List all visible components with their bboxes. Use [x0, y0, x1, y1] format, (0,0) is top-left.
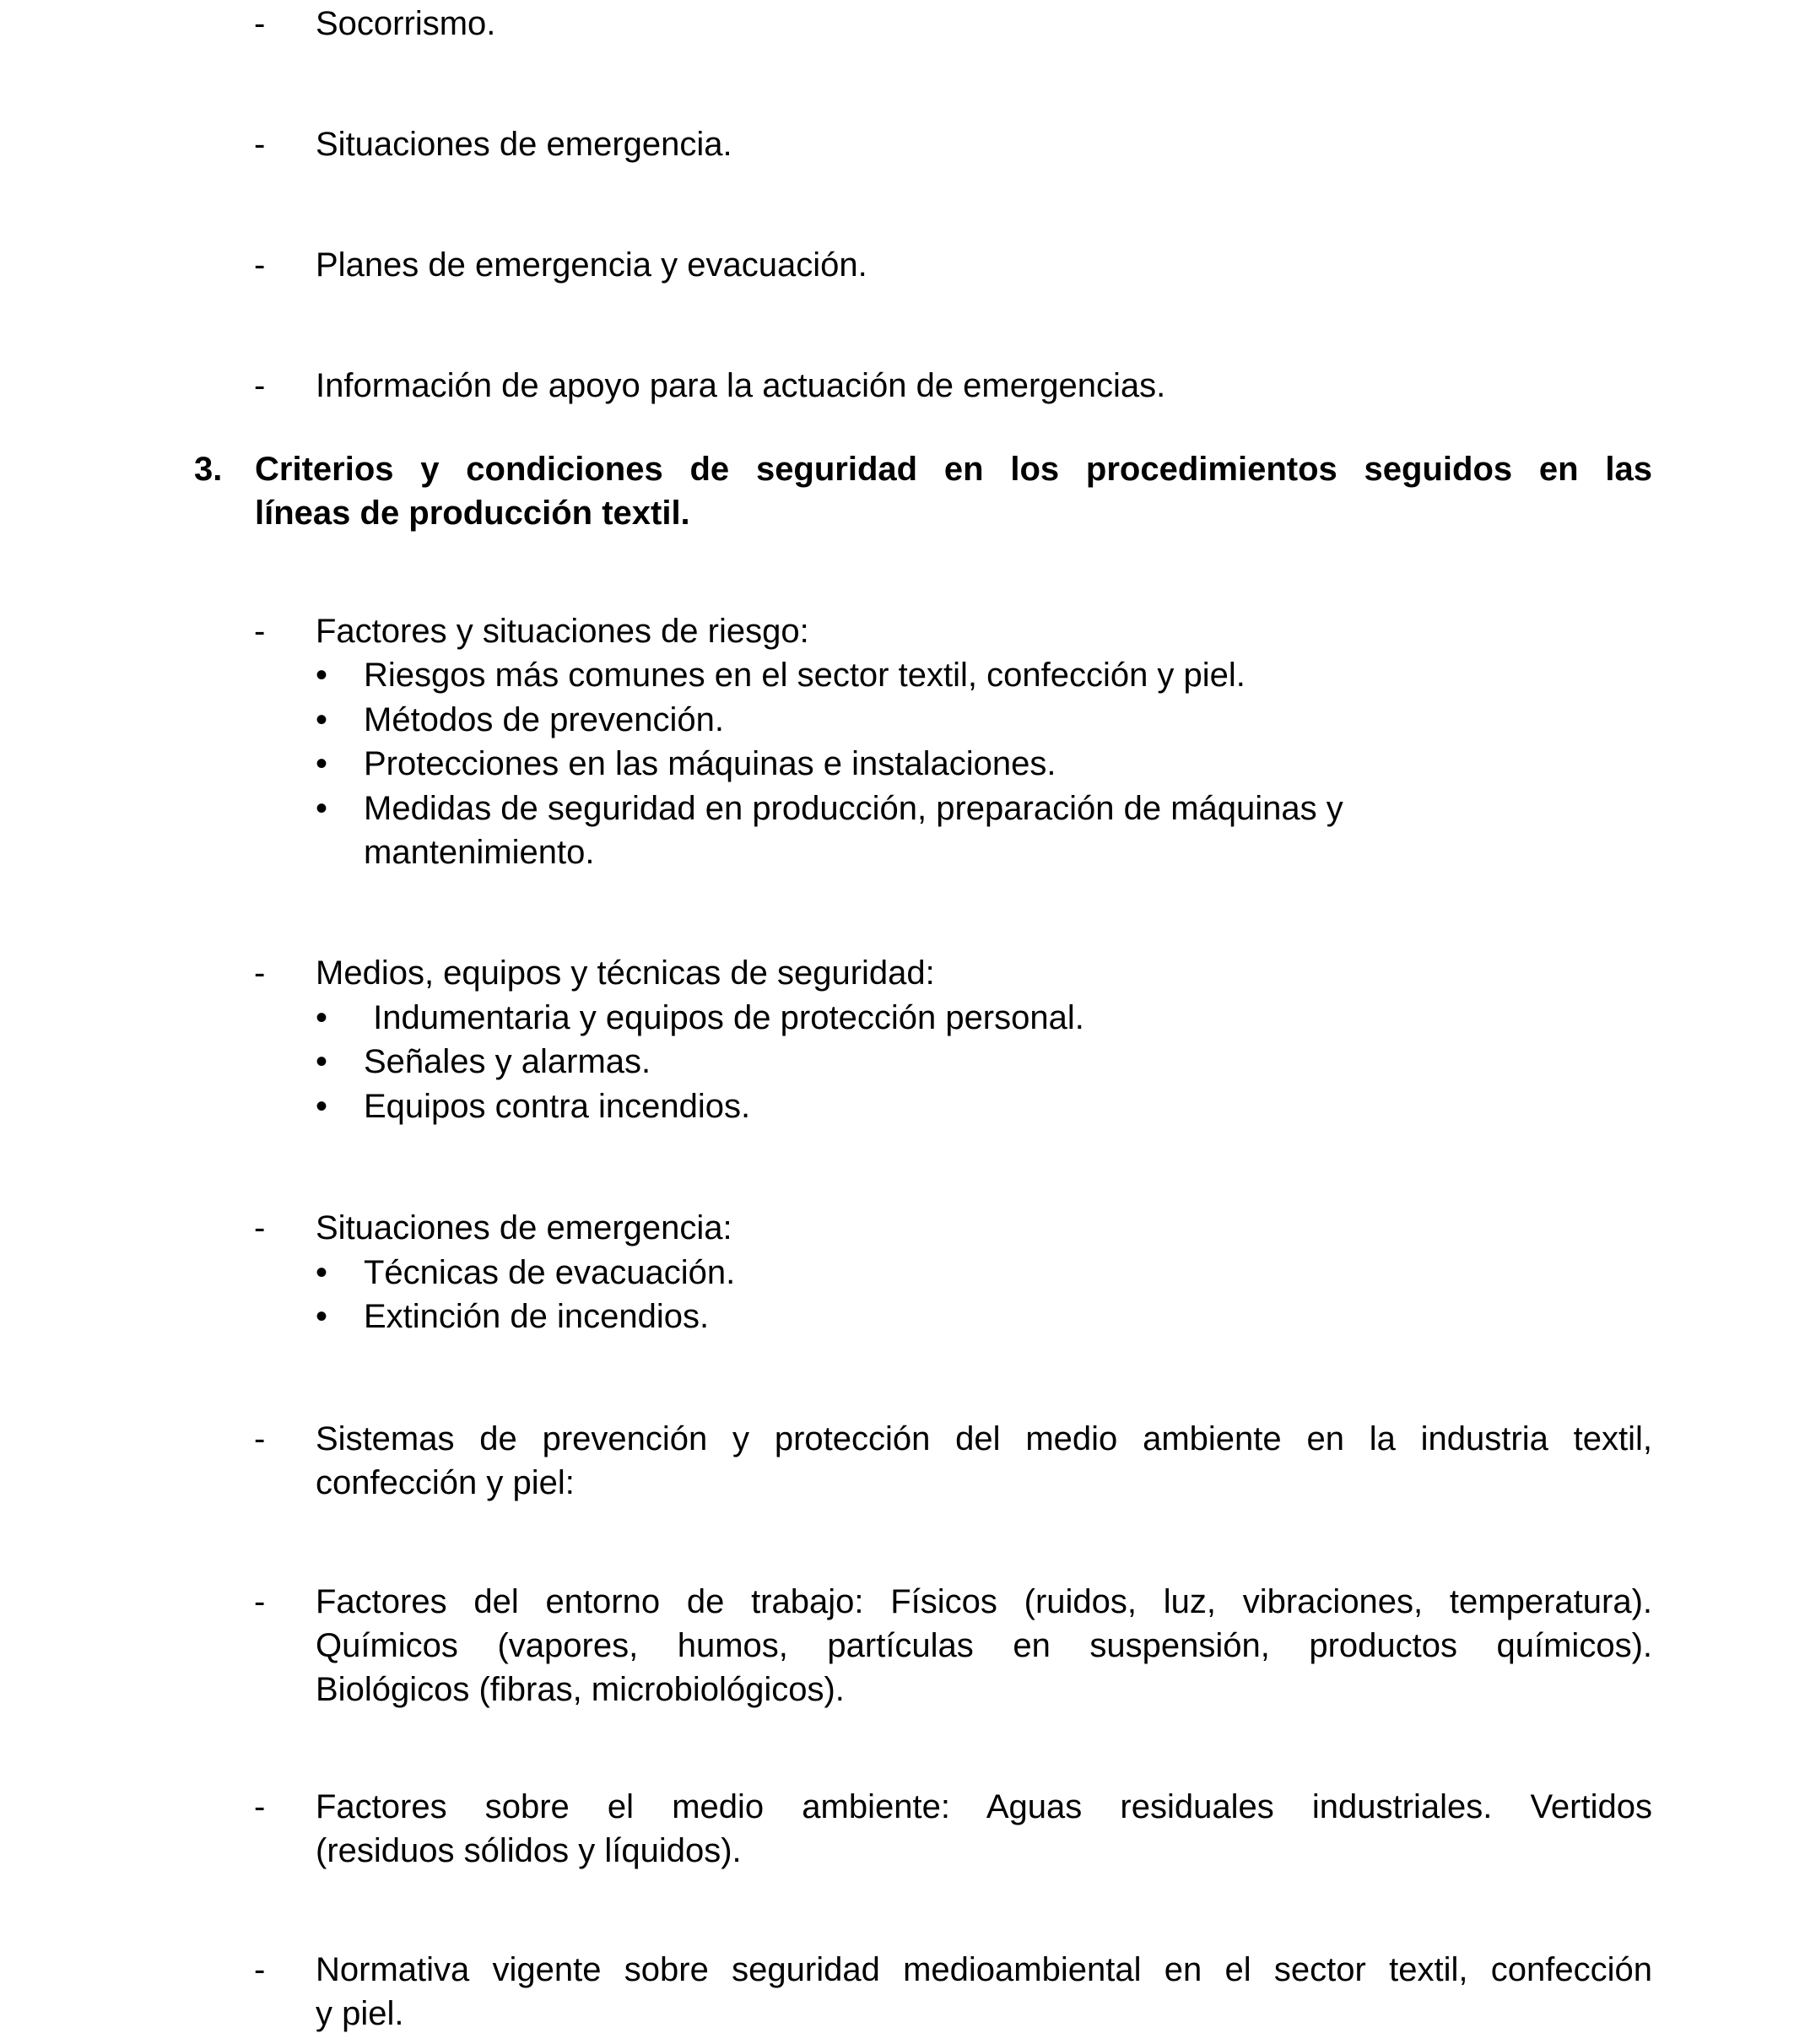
bullet-text: Riesgos más comunes en el sector textil, confección y piel.: [364, 657, 1246, 694]
bullet-text: Señales y alarmas.: [364, 1043, 651, 1080]
section-number: 3.: [194, 451, 223, 488]
bullet-text: Indumentaria y equipos de protección personal.: [364, 999, 1084, 1036]
bullet-text: Técnicas de evacuación.: [364, 1254, 736, 1291]
dash-marker: -: [254, 1788, 266, 1825]
bullet-text: Métodos de prevención.: [364, 701, 724, 738]
bullet-marker: •: [316, 1043, 328, 1080]
dash-marker: -: [254, 367, 266, 404]
list-item-text: Situaciones de emergencia.: [316, 126, 732, 163]
dash-marker: -: [254, 1420, 266, 1457]
text-line: Biológicos (fibras, microbiológicos).: [316, 1671, 845, 1708]
text-line: Químicos (vapores, humos, partículas en suspensión, productos químicos).: [316, 1627, 1652, 1664]
list-item-text: Factores y situaciones de riesgo:: [316, 613, 809, 650]
bullet-marker: •: [316, 790, 328, 827]
bullet-text-line: mantenimiento.: [364, 834, 595, 871]
section-title-line: Criterios y condiciones de seguridad en los procedimientos seguidos en las: [255, 451, 1652, 488]
dash-marker: -: [254, 1951, 266, 1988]
dash-marker: -: [254, 246, 266, 284]
bullet-marker: •: [316, 1088, 328, 1125]
bullet-text: Extinción de incendios.: [364, 1298, 710, 1335]
list-item-text: Planes de emergencia y evacuación.: [316, 246, 867, 284]
dash-marker: -: [254, 1209, 266, 1246]
text-line: y piel.: [316, 1995, 404, 2032]
list-item-text: Medios, equipos y técnicas de seguridad:: [316, 954, 935, 992]
bullet-text-line: Medidas de seguridad en producción, preparación de máquinas y: [364, 790, 1343, 827]
list-item-text: [316, 1580, 1652, 1711]
bullet-marker: •: [316, 999, 328, 1036]
bullet-marker: •: [316, 701, 328, 738]
text-line: Sistemas de prevención y protección del medio ambiente en la industria textil,: [316, 1420, 1652, 1457]
bullet-marker: •: [316, 1254, 328, 1291]
text-line: Factores sobre el medio ambiente: Aguas residuales industriales. Vertidos: [316, 1788, 1652, 1825]
list-item-text: [316, 1948, 1652, 2036]
list-item-text: Situaciones de emergencia:: [316, 1209, 732, 1246]
bullet-text: [364, 787, 1545, 874]
text-line: Factores del entorno de trabajo: Físicos (ruidos, luz, vibraciones, temperatura).: [316, 1583, 1652, 1620]
bullet-text: Equipos contra incendios.: [364, 1088, 751, 1125]
bullet-text: Protecciones en las máquinas e instalaciones.: [364, 745, 1056, 782]
dash-marker: -: [254, 1583, 266, 1620]
bullet-marker: •: [316, 745, 328, 782]
list-item-text: Socorrismo.: [316, 5, 496, 42]
text-line: (residuos sólidos y líquidos).: [316, 1832, 742, 1869]
section-title: [255, 447, 1652, 535]
section-title-line: líneas de producción textil.: [255, 495, 690, 532]
dash-marker: -: [254, 5, 266, 42]
text-line: Normativa vigente sobre seguridad medioambiental en el sector textil, confección: [316, 1951, 1652, 1988]
dash-marker: -: [254, 954, 266, 992]
dash-marker: -: [254, 126, 266, 163]
bullet-marker: •: [316, 657, 328, 694]
list-item-text: [316, 1785, 1652, 1873]
list-item-text: Información de apoyo para la actuación de emergencias.: [316, 367, 1166, 404]
dash-marker: -: [254, 613, 266, 650]
text-line: confección y piel:: [316, 1464, 575, 1501]
list-item-text: [316, 1417, 1652, 1505]
bullet-marker: •: [316, 1298, 328, 1335]
